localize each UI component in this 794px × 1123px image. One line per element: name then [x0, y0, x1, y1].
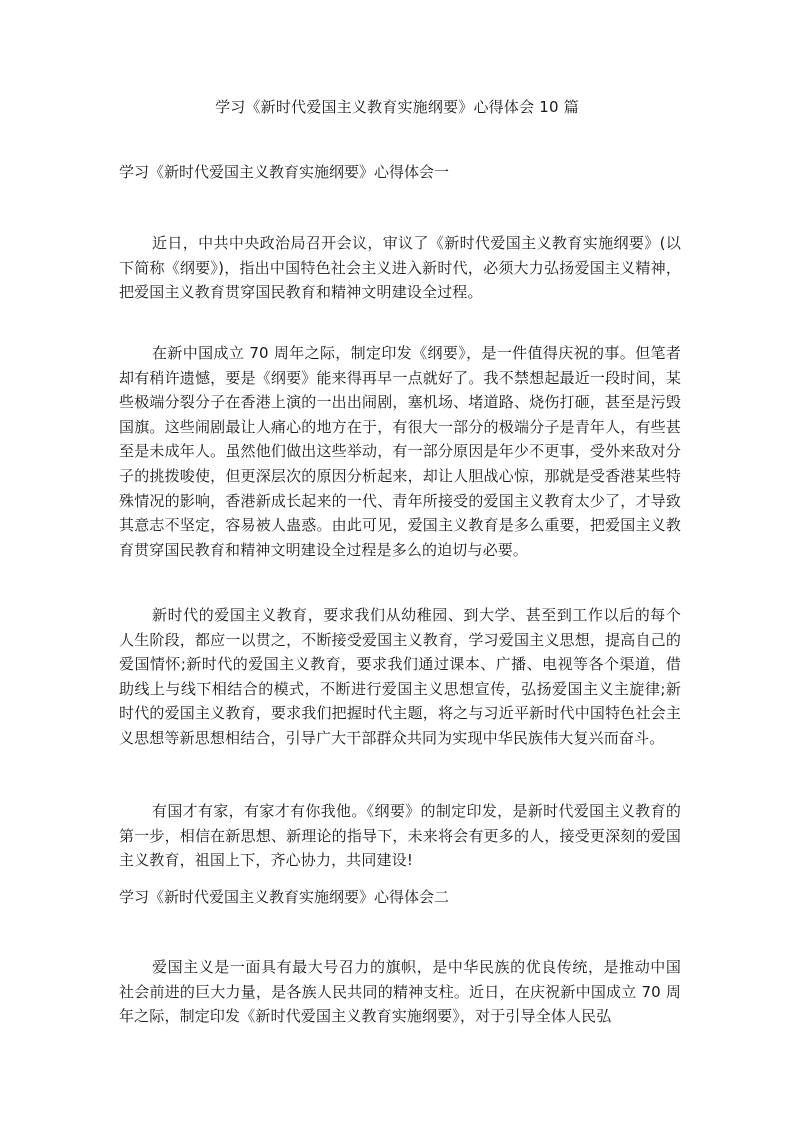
document-title: 学习《新时代爱国主义教育实施纲要》心得体会 10 篇 [215, 98, 579, 116]
paragraph: 新时代的爱国主义教育，要求我们从幼稚园、到大学、甚至到工作以后的每个人生阶段，都应一以贯之，不断接受爱国主义教育，学习爱国主义思想，提高自己的爱国情怀;新时代的爱国主义教育，要求我们通过课本、广播、电视等各个渠道，借助线上与线下相结合的模式，不断进行爱国主义思想宣传，弘扬爱国主义主旋律;新时代的爱国主义教育，要求我们把握时代主题，将之与习近平新时代中国特色社会主义思想等新思想相结合，引导广大干部群众共同为实现中华民族伟大复兴而奋斗。 [119, 606, 681, 747]
paragraph: 近日，中共中央政治局召开会议，审议了《新时代爱国主义教育实施纲要》(以下简称《纲要》)，指出中国特色社会主义进入新时代，必须大力弘扬爱国主义精神，把爱国主义教育贯穿国民教育和精神文明建设全过程。 [119, 234, 681, 302]
paragraph: 爱国主义是一面具有最大号召力的旗帜，是中华民族的优良传统，是推动中国社会前进的巨大力量，是各族人民共同的精神支柱。近日，在庆祝新中国成立 70 周年之际，制定印发《新时代爱国主义教育实施纲要》，对于引导全体人民弘 [119, 958, 681, 1026]
section-heading-2: 学习《新时代爱国主义教育实施纲要》心得体会二 [119, 888, 450, 906]
section-heading-1: 学习《新时代爱国主义教育实施纲要》心得体会一 [119, 163, 450, 181]
paragraph: 在新中国成立 70 周年之际，制定印发《纲要》，是一件值得庆祝的事。但笔者却有稍许遗憾，要是《纲要》能来得再早一点就好了。我不禁想起最近一段时间，某些极端分裂分子在香港上演的一出出闹剧，塞机场、堵道路、烧伤打砸，甚至是污毁国旗。这些闹剧最让人痛心的地方在于，有很大一部分的极端分子是青年人，有些甚至是未成年人。虽然他们做出这些举动，有一部分原因是年少不更事，受外来敌对分子的挑拨唆使，但更深层次的原因分析起来，却让人胆战心惊，那就是受香港某些特殊情况的影响，香港新成长起来的一代、青年所接受的爱国主义教育太少了，才导致其意志不坚定，容易被人蛊惑。由此可见，爱国主义教育是多么重要，把爱国主义教育贯穿国民教育和精神文明建设全过程是多么的迫切与必要。 [119, 344, 681, 559]
paragraph: 有国才有家，有家才有你我他。《纲要》的制定印发，是新时代爱国主义教育的第一步，相信在新思想、新理论的指导下，未来将会有更多的人，接受更深刻的爱国主义教育，祖国上下，齐心协力，共同建设! [119, 802, 681, 870]
